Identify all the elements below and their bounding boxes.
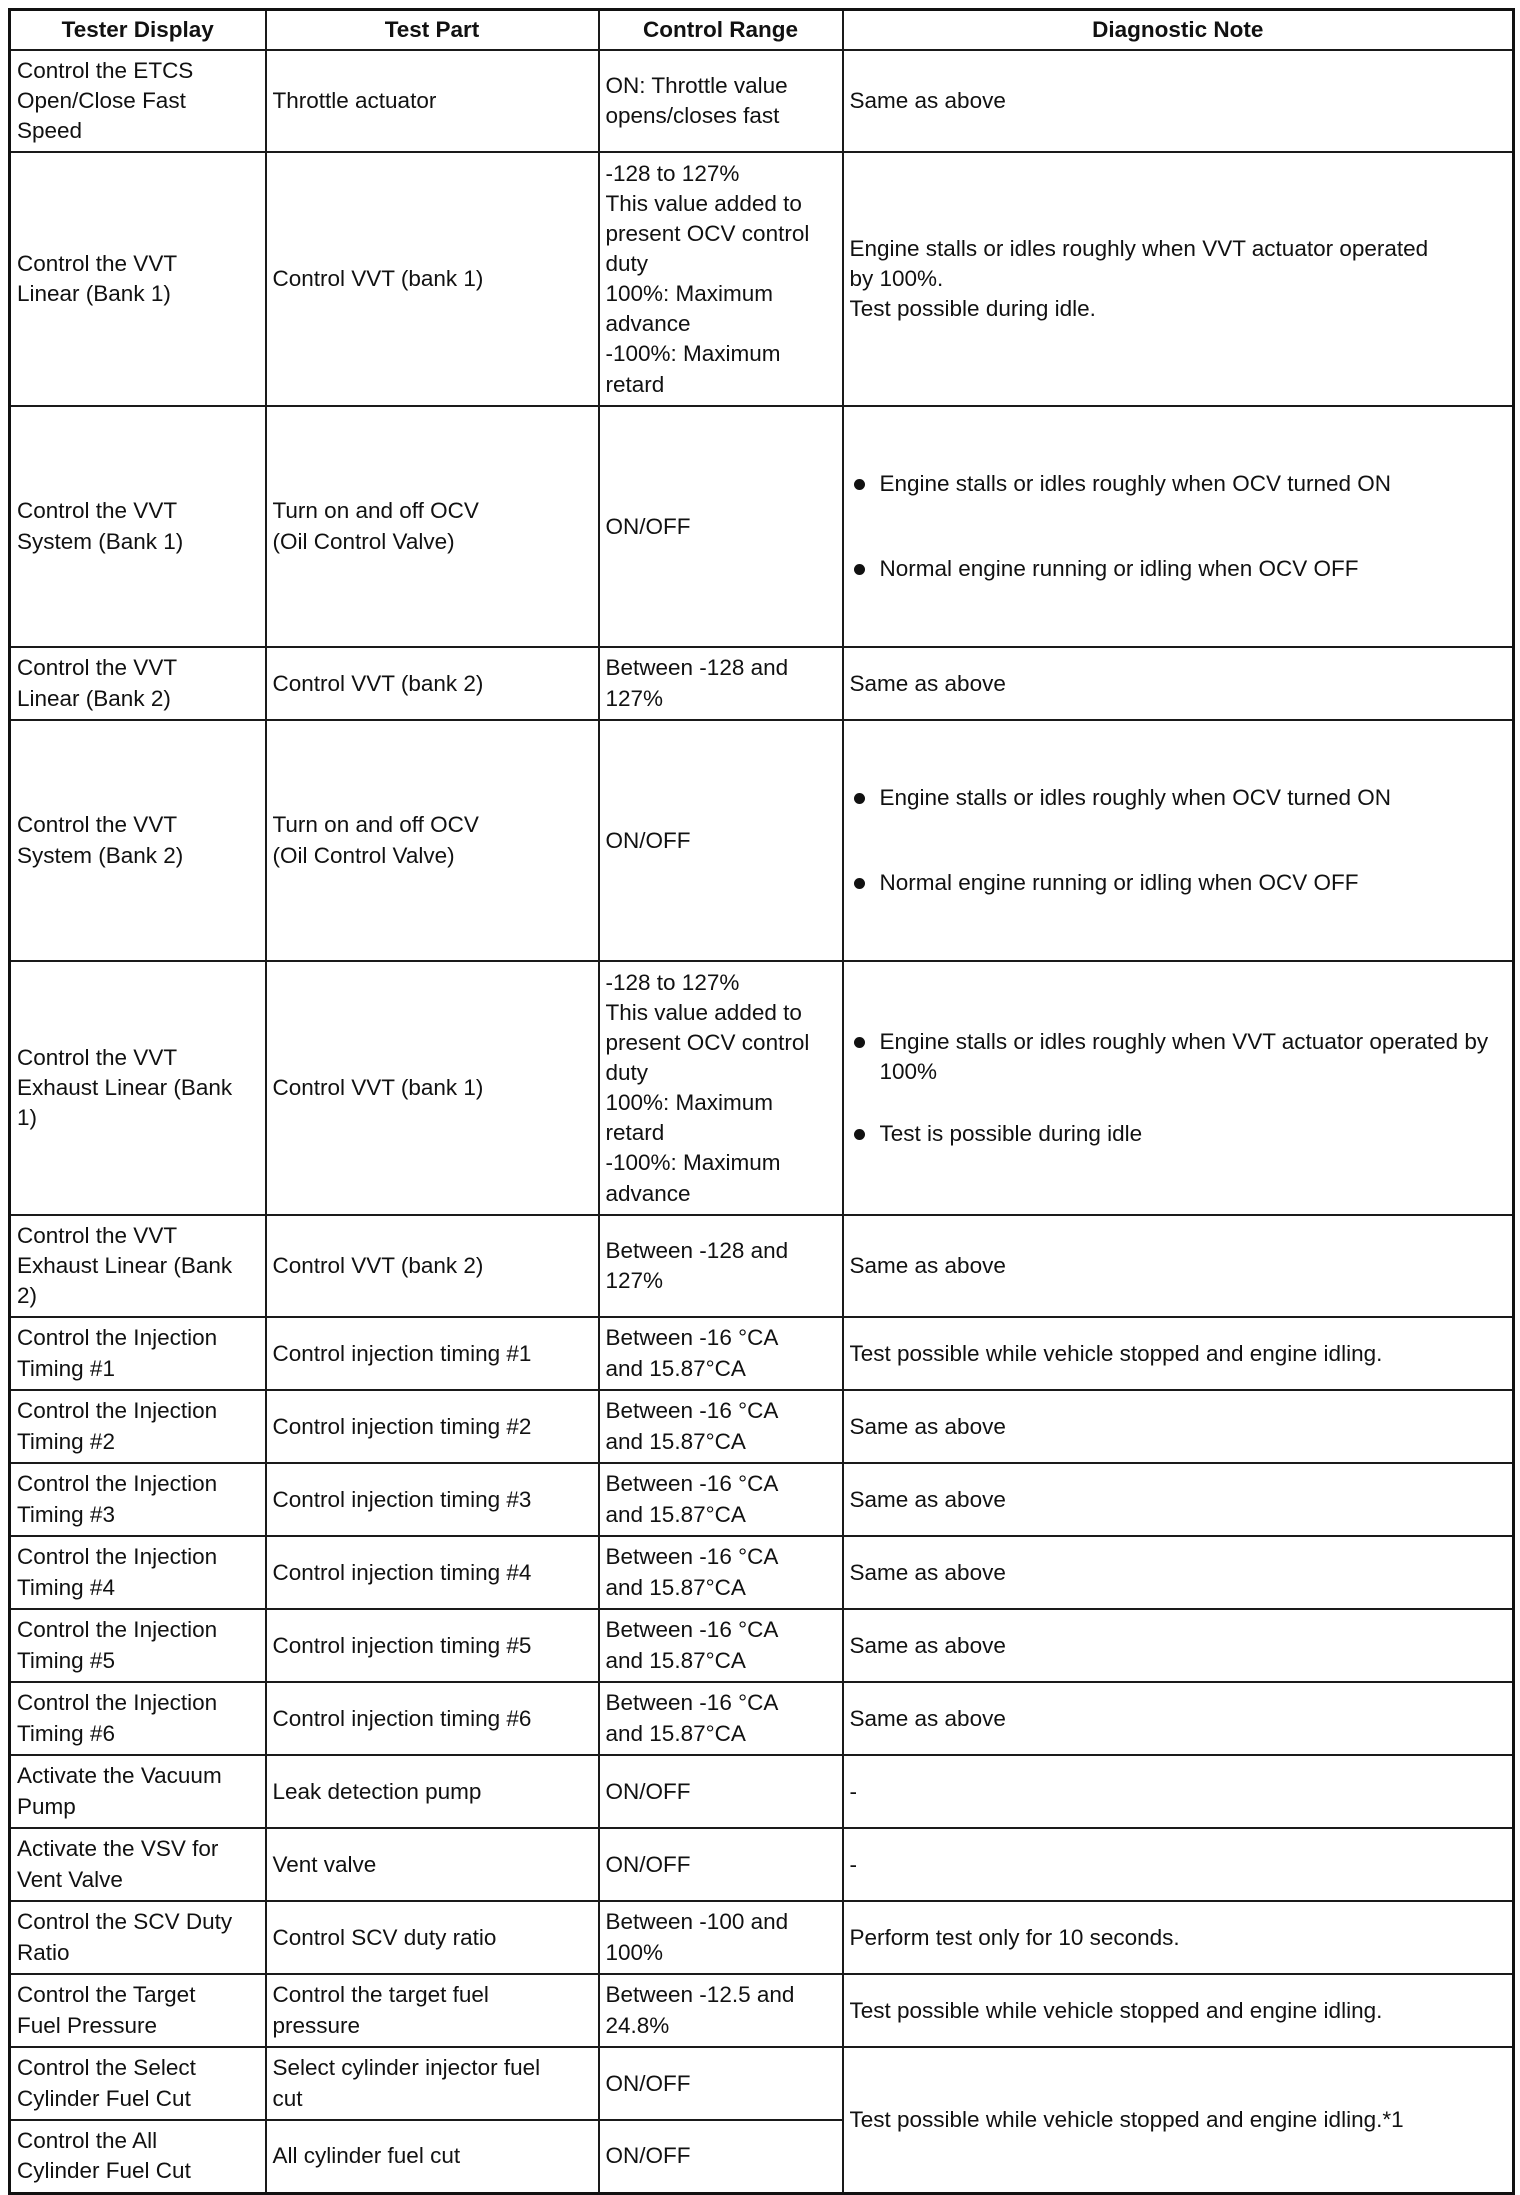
header-test-part: Test Part — [266, 10, 599, 51]
diagnostic-note-cell — [843, 406, 1514, 647]
active-test-table — [8, 8, 1515, 2195]
test-part-cell: Control VVT (bank 2) — [266, 647, 599, 720]
table-row — [10, 1536, 1514, 1609]
control-range-cell: ON/OFF — [599, 2047, 843, 2120]
test-part-cell: Control VVT (bank 1) — [266, 961, 599, 1215]
control-range-cell: -128 to 127% This value added to present OCV control duty 100%: Maximum advance -100%: Maximum retard — [599, 152, 843, 406]
diagnostic-note-cell: Test possible while vehicle stopped and engine idling. — [843, 1974, 1514, 2047]
note-bullet-list — [850, 439, 1507, 614]
control-range-cell: Between -16 °CA and 15.87°CA — [599, 1682, 843, 1755]
test-part-cell: Throttle actuator — [266, 50, 599, 152]
control-range-cell: Between -12.5 and 24.8% — [599, 1974, 843, 2047]
test-part-cell: Control SCV duty ratio — [266, 1901, 599, 1974]
note-bullet: Engine stalls or idles roughly when VVT actuator operated by 100% — [880, 1027, 1507, 1087]
test-part-cell: Turn on and off OCV (Oil Control Valve) — [266, 720, 599, 961]
table-row — [10, 1390, 1514, 1463]
test-part-cell: Control VVT (bank 1) — [266, 152, 599, 406]
diagnostic-note-cell: Test possible while vehicle stopped and engine idling. — [843, 1317, 1514, 1390]
table-row — [10, 152, 1514, 406]
diagnostic-note-cell: Same as above — [843, 50, 1514, 152]
table-row — [10, 1974, 1514, 2047]
tester-display-cell: Control the VVT System (Bank 2) — [10, 720, 266, 961]
table-row — [10, 1215, 1514, 1317]
tester-display-cell: Control the Injection Timing #3 — [10, 1463, 266, 1536]
note-bullet: Normal engine running or idling when OCV OFF — [880, 868, 1507, 898]
test-part-cell: Control injection timing #5 — [266, 1609, 599, 1682]
tester-display-cell: Control the Injection Timing #6 — [10, 1682, 266, 1755]
test-part-cell: Control injection timing #6 — [266, 1682, 599, 1755]
control-range-cell: Between -16 °CA and 15.87°CA — [599, 1536, 843, 1609]
header-diagnostic-note: Diagnostic Note — [843, 10, 1514, 51]
tester-display-cell: Control the Injection Timing #4 — [10, 1536, 266, 1609]
control-range-cell: -128 to 127% This value added to present OCV control duty 100%: Maximum retard -100%: Maximum advance — [599, 961, 843, 1215]
table-row — [10, 1901, 1514, 1974]
diagnostic-note-cell: Same as above — [843, 1463, 1514, 1536]
table-row — [10, 1682, 1514, 1755]
tester-display-cell: Activate the Vacuum Pump — [10, 1755, 266, 1828]
diagnostic-note-cell — [843, 961, 1514, 1215]
test-part-cell: Control VVT (bank 2) — [266, 1215, 599, 1317]
table-row — [10, 406, 1514, 647]
test-part-cell: Vent valve — [266, 1828, 599, 1901]
note-bullet: Normal engine running or idling when OCV OFF — [880, 554, 1507, 584]
control-range-cell: Between -16 °CA and 15.87°CA — [599, 1390, 843, 1463]
table-row — [10, 1828, 1514, 1901]
table-row — [10, 720, 1514, 961]
control-range-cell: ON: Throttle value opens/closes fast — [599, 50, 843, 152]
tester-display-cell: Control the Injection Timing #1 — [10, 1317, 266, 1390]
diagnostic-note-cell: Same as above — [843, 1536, 1514, 1609]
control-range-cell: Between -16 °CA and 15.87°CA — [599, 1609, 843, 1682]
control-range-cell: Between -100 and 100% — [599, 1901, 843, 1974]
control-range-cell: Between -128 and 127% — [599, 647, 843, 720]
control-range-cell: ON/OFF — [599, 720, 843, 961]
diagnostic-note-cell: Engine stalls or idles roughly when VVT actuator operated by 100%. Test possible during idle. — [843, 152, 1514, 406]
note-bullet: Test is possible during idle — [880, 1119, 1507, 1149]
diagnostic-note-cell: Same as above — [843, 1390, 1514, 1463]
tester-display-cell: Control the Injection Timing #2 — [10, 1390, 266, 1463]
test-part-cell: Select cylinder injector fuel cut — [266, 2047, 599, 2120]
control-range-cell: Between -16 °CA and 15.87°CA — [599, 1463, 843, 1536]
test-part-cell: All cylinder fuel cut — [266, 2120, 599, 2193]
control-range-cell: ON/OFF — [599, 1755, 843, 1828]
table-row — [10, 1755, 1514, 1828]
test-part-cell: Control injection timing #2 — [266, 1390, 599, 1463]
header-tester-display: Tester Display — [10, 10, 266, 51]
diagnostic-note-cell: - — [843, 1755, 1514, 1828]
table-row — [10, 50, 1514, 152]
diagnostic-note-cell: Same as above — [843, 1215, 1514, 1317]
test-part-cell: Control injection timing #1 — [266, 1317, 599, 1390]
diagnostic-note-cell: Same as above — [843, 647, 1514, 720]
control-range-cell: ON/OFF — [599, 1828, 843, 1901]
note-bullet-list — [850, 997, 1507, 1180]
tester-display-cell: Control the Target Fuel Pressure — [10, 1974, 266, 2047]
diagnostic-note-cell — [843, 720, 1514, 961]
tester-display-cell: Control the Injection Timing #5 — [10, 1609, 266, 1682]
diagnostic-note-cell: Test possible while vehicle stopped and engine idling.*1 — [843, 2047, 1514, 2193]
tester-display-cell: Control the All Cylinder Fuel Cut — [10, 2120, 266, 2193]
diagnostic-note-cell: - — [843, 1828, 1514, 1901]
header-row — [10, 10, 1514, 51]
control-range-cell: Between -16 °CA and 15.87°CA — [599, 1317, 843, 1390]
control-range-cell: ON/OFF — [599, 2120, 843, 2193]
tester-display-cell: Control the VVT Exhaust Linear (Bank 2) — [10, 1215, 266, 1317]
tester-display-cell: Activate the VSV for Vent Valve — [10, 1828, 266, 1901]
note-bullet-list — [850, 753, 1507, 928]
table-row — [10, 1609, 1514, 1682]
tester-display-cell: Control the VVT Linear (Bank 1) — [10, 152, 266, 406]
test-part-cell: Control injection timing #3 — [266, 1463, 599, 1536]
test-part-cell: Leak detection pump — [266, 1755, 599, 1828]
tester-display-cell: Control the SCV Duty Ratio — [10, 1901, 266, 1974]
diagnostic-note-cell: Same as above — [843, 1682, 1514, 1755]
control-range-cell: Between -128 and 127% — [599, 1215, 843, 1317]
table-row — [10, 647, 1514, 720]
test-part-cell: Turn on and off OCV (Oil Control Valve) — [266, 406, 599, 647]
header-control-range: Control Range — [599, 10, 843, 51]
test-part-cell: Control the target fuel pressure — [266, 1974, 599, 2047]
table-row — [10, 961, 1514, 1215]
tester-display-cell: Control the Select Cylinder Fuel Cut — [10, 2047, 266, 2120]
note-bullet: Engine stalls or idles roughly when OCV turned ON — [880, 469, 1507, 499]
diagnostic-note-cell: Perform test only for 10 seconds. — [843, 1901, 1514, 1974]
test-part-cell: Control injection timing #4 — [266, 1536, 599, 1609]
control-range-cell: ON/OFF — [599, 406, 843, 647]
note-bullet: Engine stalls or idles roughly when OCV turned ON — [880, 783, 1507, 813]
tester-display-cell: Control the VVT System (Bank 1) — [10, 406, 266, 647]
table-row — [10, 2047, 1514, 2120]
table-row — [10, 1317, 1514, 1390]
tester-display-cell: Control the VVT Exhaust Linear (Bank 1) — [10, 961, 266, 1215]
table-row — [10, 1463, 1514, 1536]
diagnostic-note-cell: Same as above — [843, 1609, 1514, 1682]
tester-display-cell: Control the VVT Linear (Bank 2) — [10, 647, 266, 720]
tester-display-cell: Control the ETCS Open/Close Fast Speed — [10, 50, 266, 152]
